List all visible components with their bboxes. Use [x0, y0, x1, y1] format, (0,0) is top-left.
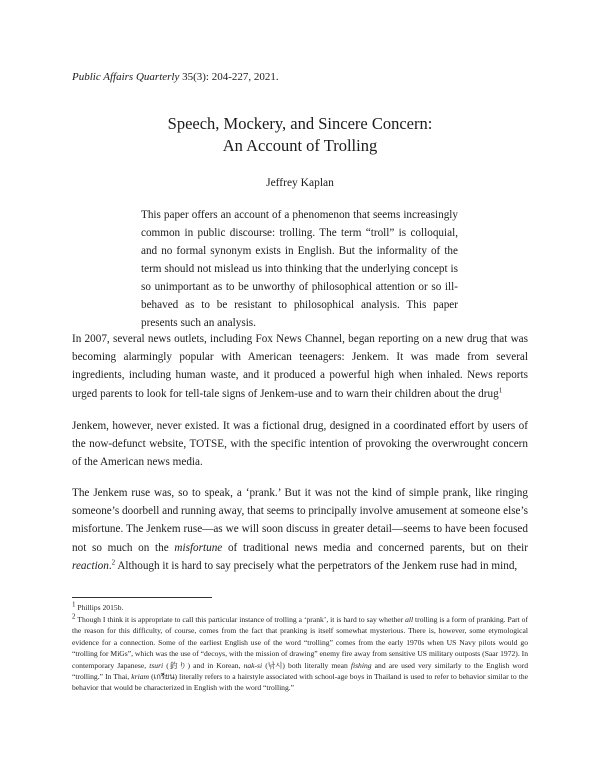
emphasis-reaction: reaction [72, 559, 109, 572]
term-tsuri: tsuri [149, 660, 164, 670]
journal-name: Public Affairs Quarterly [72, 71, 180, 83]
journal-citation [72, 71, 279, 83]
footnote-mark: 1 [72, 600, 76, 609]
footnote-2 [72, 614, 528, 694]
footnote-divider [72, 597, 212, 598]
footnote-text: and are used very similarly to the English word “trolling.” In Thai, [72, 660, 529, 682]
abstract: This paper offers an account of a phenomenon that seems increasingly common in public discourse: trolling. The term “troll” is colloquial, and no formal synonym exists in English. But the informality of the term should not mislead us into thinking that the underlying concept is so unimportant as to be unworthy of philosophical attention or so ill-behaved as to be resistant to philosophical analysis. This paper presents such an analysis. [141, 209, 458, 329]
body-paragraph-2: Jenkem, however, never existed. It was a fictional drug, designed in a coordinated effort by users of the now-defunct website, TOTSE, with the specific intention of provoking the overwrought concern of the American news media. [72, 420, 528, 469]
footnote-text: (낚시) both literally mean [262, 660, 351, 670]
author-name: Jeffrey Kaplan [266, 177, 334, 189]
paper-title-line-1: Speech, Mockery, and Sincere Concern: [167, 114, 433, 133]
footnote-text: (釣り) and in Korean, [163, 660, 244, 670]
term-fishing: fishing [350, 660, 372, 670]
footnote-text: Though I think it is appropriate to call this particular instance of trolling a ‘prank’, it is hard to say whether [75, 615, 406, 624]
paragraph-text: . [108, 559, 112, 572]
footnote-mark: 2 [72, 612, 76, 621]
paragraph-text: In 2007, several news outlets, including Fox News Channel, began reporting on a new drug that was becoming alarmingly popular with American teenagers: Jenkem. It was made from several ingredients, including human waste, and it produced a powerful high when inhaled. News reports urged parents to look for tell-tale signs of Jenkem-use and to warn their children about the drug [72, 333, 528, 400]
body-paragraph-1 [72, 330, 528, 403]
term-kriam: kriam [131, 672, 150, 682]
footnote-1 [72, 602, 528, 613]
footnote-text: (เกรียน) literally refers to a hairstyle associated with school-age boys in Thailand is used to refer to behavior similar to the behavior that would be characterized in English with the word “trolling.” [72, 672, 528, 693]
footnote-text: trolling is a form of pranking. Part of the reason for this difficulty, of course, comes from the fact that pranking is itself somewhat mysterious. There is, however, some etymological evidence for a connection. Some of the earliest English use of the word “trolling” comes from the early 1970s when US Navy pilots would go “trolling for MiGs”, which was the use of “decoys, with the mission of drawing” enemy fire away from sensitive US military outposts (Saar 1972). In contemporary Japanese, [72, 615, 528, 670]
paragraph-text: of traditional news media and concerned parents, but on their [222, 541, 528, 554]
emphasis-misfortune: misfortune [174, 541, 223, 554]
paragraph-text: The Jenkem ruse was, so to speak, a ‘prank.’ But it was not the kind of simple prank, like ringing someone’s doorbell and running away, that seems to principally involve amusement at someone else’s misfortune. The Jenkem ruse—as we will soon discuss in greater detail—seems to have been focused not so much on the [72, 487, 528, 554]
citation-details: 35(3): 204-227, 2021. [179, 71, 279, 83]
paper-title-line-2: An Account of Trolling [222, 136, 378, 155]
footnote-ref-2: 2 [111, 558, 116, 567]
footnote-text: Phillips 2015b. [75, 603, 124, 612]
paragraph-text: Although it is hard to say precisely what the perpetrators of the Jenkem ruse had in mind, [115, 559, 518, 572]
term-naksi: nak-si [243, 660, 263, 670]
footnote-ref-1: 1 [498, 385, 503, 394]
body-paragraph-3 [72, 484, 528, 575]
emphasis-all: all [405, 615, 414, 624]
